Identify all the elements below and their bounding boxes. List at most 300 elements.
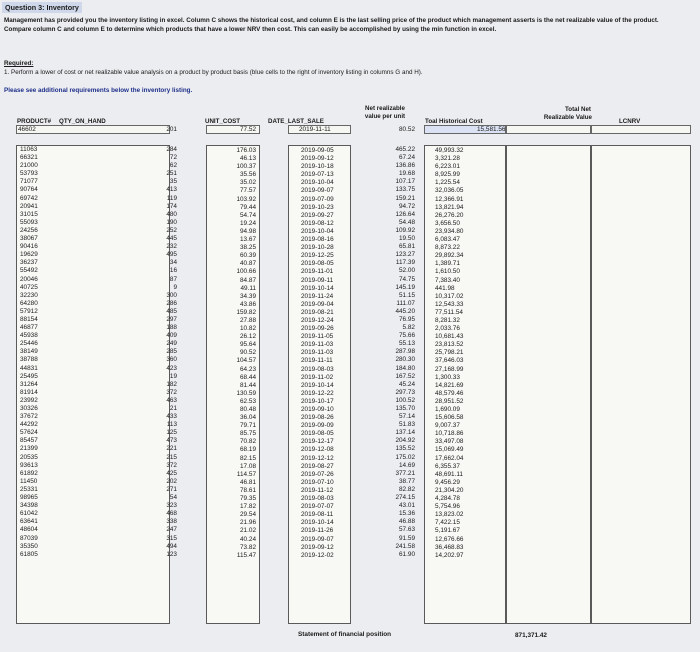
hist-cost-cell: 9,007.37 <box>435 422 460 430</box>
unit-cost-cell: 81.44 <box>240 381 256 389</box>
product-cell: 24256 <box>20 226 38 234</box>
unit-cost-cell: 104.57 <box>236 357 256 365</box>
date-cell: 2019-10-04 <box>301 179 334 187</box>
hist-cost-cell: 36,468.83 <box>435 543 464 551</box>
date-cell: 2019-10-18 <box>301 163 334 171</box>
qty-cell: 494 <box>166 542 177 550</box>
unit-cost-cell: 27.88 <box>240 316 256 324</box>
date-cell: 2019-09-12 <box>301 155 334 163</box>
qty-cell: 35 <box>169 178 177 186</box>
date-cell: 2019-09-04 <box>301 300 334 308</box>
product-cell: 61042 <box>20 510 38 518</box>
hist-cost-cell: 32,036.05 <box>435 187 464 195</box>
hist-cost-cell: 14,202.97 <box>435 551 464 559</box>
hist-cost-cell: 25,798.21 <box>435 349 464 357</box>
hist-cost-cell: 17,662.04 <box>435 454 464 462</box>
nrv-cell: 94.72 <box>399 202 415 210</box>
qty-cell: 485 <box>166 307 177 315</box>
question-title: Question 3: Inventory <box>2 2 82 13</box>
nrv-cell: 111.07 <box>396 299 415 307</box>
historical-cost-column <box>424 145 506 624</box>
product-cell: 61892 <box>20 469 38 477</box>
nrv-cell: 74.75 <box>399 275 415 283</box>
product-cell: 32230 <box>20 291 38 299</box>
total-nrv-column[interactable] <box>506 145 591 624</box>
sample-product: 46602 <box>16 125 170 134</box>
date-cell: 2019-12-08 <box>301 446 334 454</box>
product-cell: 34398 <box>20 502 38 510</box>
hist-cost-cell: 10,681.43 <box>435 333 464 341</box>
hist-cost-cell: 10,718.86 <box>435 430 464 438</box>
hist-cost-cell: 13,823.02 <box>435 511 464 519</box>
nrv-cell: 55.13 <box>399 340 415 348</box>
unit-cost-cell: 43.86 <box>240 300 256 308</box>
qty-cell: 113 <box>166 421 177 429</box>
nrv-cell: 126.64 <box>395 210 415 218</box>
required-text: 1. Perform a lower of cost or net realizable value analysis on a product by product basis (blue cells to the right of inventory listing in columns G and H). <box>4 69 423 76</box>
unit-cost-cell: 17.08 <box>240 462 256 470</box>
header-product: PRODUCT# <box>17 118 52 125</box>
date-cell: 2019-09-07 <box>301 187 334 195</box>
qty-cell: 190 <box>166 218 177 226</box>
hist-cost-cell: 5,191.67 <box>435 527 460 535</box>
nrv-cell: 45.24 <box>399 380 415 388</box>
product-cell: 11063 <box>20 146 38 153</box>
product-cell: 63641 <box>20 518 38 526</box>
unit-cost-cell: 70.82 <box>240 438 256 446</box>
nrv-cell: 46.88 <box>399 518 415 526</box>
product-cell: 85457 <box>20 437 38 445</box>
unit-cost-cell: 21.02 <box>240 527 256 535</box>
qty-cell: 286 <box>166 299 177 307</box>
qty-cell: 473 <box>166 437 177 445</box>
nrv-cell: 136.86 <box>395 162 415 170</box>
nrv-column <box>350 145 415 559</box>
date-cell: 2019-12-17 <box>301 438 334 446</box>
qty-cell: 315 <box>166 534 177 542</box>
nrv-cell: 51.15 <box>399 291 415 299</box>
product-cell: 71077 <box>20 178 38 186</box>
date-cell: 2019-08-26 <box>301 414 334 422</box>
unit-cost-cell: 26.12 <box>240 333 256 341</box>
product-cell: 40725 <box>20 283 38 291</box>
date-cell: 2019-09-10 <box>301 406 334 413</box>
unit-cost-cell: 19.24 <box>240 219 256 227</box>
nrv-cell: 15.36 <box>399 510 415 518</box>
hist-cost-cell: 1,225.54 <box>435 179 460 187</box>
qty-cell: 87 <box>169 275 177 283</box>
nrv-cell: 51.83 <box>399 421 415 429</box>
date-cell: 2019-08-27 <box>301 462 334 470</box>
unit-cost-cell: 82.15 <box>240 454 256 462</box>
hist-cost-cell: 29,892.34 <box>435 252 464 260</box>
sample-unit-cost: 77.52 <box>206 125 260 134</box>
hist-cost-cell: 77,511.54 <box>435 308 463 316</box>
qty-cell: 188 <box>166 324 177 332</box>
nrv-cell: 204.92 <box>395 437 415 445</box>
hist-cost-cell: 1,389.71 <box>435 260 460 268</box>
date-cell: 2019-12-24 <box>301 316 334 324</box>
qty-cell: 284 <box>166 146 177 153</box>
unit-cost-cell: 73.82 <box>240 543 256 551</box>
date-cell: 2019-12-22 <box>301 389 334 397</box>
nrv-cell: 100.52 <box>395 396 415 404</box>
unit-cost-column <box>206 145 260 624</box>
date-cell: 2019-08-11 <box>301 511 334 519</box>
hist-cost-cell: 12,366.91 <box>435 195 464 203</box>
nrv-cell: 135.52 <box>395 445 415 453</box>
qty-cell: 413 <box>166 186 177 194</box>
lcnrv-column[interactable] <box>591 145 691 624</box>
hist-cost-cell: 3,321.28 <box>435 155 460 163</box>
nrv-cell: 91.59 <box>399 534 415 542</box>
date-cell: 2019-10-14 <box>301 284 334 292</box>
nrv-cell: 109.92 <box>395 226 415 234</box>
nrv-cell: 75.66 <box>399 332 415 340</box>
date-cell: 2019-12-25 <box>301 252 334 260</box>
unit-cost-cell: 38.25 <box>240 244 256 252</box>
date-cell: 2019-10-14 <box>301 519 334 527</box>
sample-lcnrv[interactable] <box>591 125 691 134</box>
unit-cost-cell: 79.35 <box>240 495 256 503</box>
date-cell: 2019-07-13 <box>301 171 334 179</box>
qty-cell: 360 <box>166 356 177 364</box>
date-cell: 2019-11-12 <box>301 486 334 494</box>
product-cell: 25446 <box>20 340 38 348</box>
date-cell: 2019-11-26 <box>301 527 334 535</box>
nrv-cell: 377.21 <box>395 469 415 477</box>
hist-cost-cell: 12,676.66 <box>435 535 464 543</box>
unit-cost-cell: 84.87 <box>240 276 256 284</box>
product-cell: 55492 <box>20 267 38 275</box>
product-cell: 61805 <box>20 550 38 558</box>
nrv-cell: 19.50 <box>399 235 415 243</box>
product-cell: 45938 <box>20 332 38 340</box>
product-cell: 25331 <box>20 485 38 493</box>
unit-cost-cell: 54.74 <box>240 211 256 219</box>
unit-cost-cell: 114.57 <box>236 470 256 478</box>
unit-cost-cell: 115.47 <box>236 551 256 559</box>
qty-cell: 72 <box>169 154 177 162</box>
nrv-cell: 159.21 <box>395 194 415 202</box>
product-cell: 55093 <box>20 218 38 226</box>
qty-cell: 19 <box>169 372 177 380</box>
product-cell: 19629 <box>20 251 38 259</box>
date-cell: 2019-11-01 <box>301 268 334 276</box>
date-cell: 2019-08-03 <box>301 365 334 373</box>
qty-cell: 423 <box>166 364 177 372</box>
header-lcnrv: LCNRV <box>619 118 641 125</box>
qty-cell: 433 <box>166 413 177 421</box>
date-cell: 2019-09-07 <box>301 535 334 543</box>
qty-cell: 202 <box>166 477 177 485</box>
nrv-cell: 67.24 <box>399 154 415 162</box>
qty-cell: 16 <box>169 267 177 275</box>
date-cell: 2019-08-16 <box>301 236 334 244</box>
nrv-cell: 184.80 <box>395 364 415 372</box>
qty-cell: 123 <box>166 550 177 558</box>
date-cell: 2019-12-12 <box>301 454 334 462</box>
qty-cell: 251 <box>166 170 177 178</box>
product-cell: 90764 <box>20 186 38 194</box>
sample-nrv: 80.52 <box>399 126 415 133</box>
nrv-cell: 82.82 <box>399 485 415 493</box>
product-cell: 21399 <box>20 445 38 453</box>
product-cell: 37672 <box>20 413 38 421</box>
product-cell: 81914 <box>20 388 38 396</box>
nrv-cell: 137.14 <box>395 429 415 437</box>
nrv-cell: 38.77 <box>399 477 415 485</box>
product-cell: 30326 <box>20 405 38 412</box>
qty-cell: 338 <box>166 518 177 526</box>
unit-cost-cell: 95.64 <box>240 341 256 349</box>
product-cell: 20535 <box>20 453 38 461</box>
date-cell: 2019-10-04 <box>301 227 334 235</box>
qty-cell: 247 <box>166 526 177 534</box>
qty-cell: 445 <box>166 235 177 243</box>
hist-cost-cell: 10,317.02 <box>435 292 464 300</box>
unit-cost-cell: 79.44 <box>240 203 256 211</box>
additional-requirements-note: Please see additional requirements below the inventory listing. <box>4 87 193 94</box>
qty-cell: 119 <box>166 194 177 202</box>
hist-cost-cell: 48,579.46 <box>435 389 464 397</box>
date-cell: 2019-12-02 <box>301 551 334 559</box>
header-nrv-line2: value per unit <box>364 113 406 120</box>
product-cell: 38149 <box>20 348 38 356</box>
qty-cell: 252 <box>166 226 177 234</box>
hist-cost-cell: 3,656.50 <box>435 219 460 227</box>
qty-cell: 215 <box>166 453 177 461</box>
nrv-cell: 14.69 <box>399 461 415 469</box>
date-cell: 2019-10-23 <box>301 203 334 211</box>
unit-cost-cell: 100.37 <box>236 163 256 171</box>
qty-cell: 34 <box>169 259 177 267</box>
qty-cell: 425 <box>166 469 177 477</box>
nrv-cell: 133.75 <box>395 186 415 194</box>
qty-cell: 300 <box>166 291 177 299</box>
nrv-cell: 123.27 <box>395 251 415 259</box>
product-cell: 90416 <box>20 243 38 251</box>
hist-cost-cell: 28,951.52 <box>435 397 464 405</box>
unit-cost-cell: 130.59 <box>236 389 256 397</box>
qty-cell: 174 <box>166 202 177 210</box>
unit-cost-cell: 60.39 <box>240 252 256 260</box>
hist-cost-cell: 8,925.99 <box>435 171 460 179</box>
product-cell: 23992 <box>20 396 38 404</box>
product-cell: 31264 <box>20 380 38 388</box>
qty-cell: 409 <box>166 332 177 340</box>
unit-cost-cell: 62.53 <box>240 397 256 405</box>
nrv-cell: 43.01 <box>399 502 415 510</box>
date-cell: 2019-11-02 <box>301 373 334 381</box>
hist-cost-cell: 8,873.22 <box>435 244 460 252</box>
qty-cell: 372 <box>166 388 177 396</box>
hist-cost-cell: 9,456.29 <box>435 478 460 486</box>
sample-total-nrv[interactable] <box>506 125 591 134</box>
hist-cost-cell: 13,821.94 <box>435 203 464 211</box>
hist-cost-cell: 23,934.80 <box>435 227 464 235</box>
date-cell: 2019-07-26 <box>301 470 334 478</box>
statement-label: Statement of financial position <box>298 631 392 638</box>
hist-cost-cell: 14,821.69 <box>435 381 464 389</box>
nrv-cell: 117.39 <box>395 259 415 267</box>
header-nrv-line1: Net realizable <box>365 105 405 112</box>
unit-cost-cell: 10.82 <box>240 325 256 333</box>
date-cell: 2019-11-03 <box>301 349 334 357</box>
qty-cell: 221 <box>166 445 177 453</box>
hist-cost-cell: 48,691.11 <box>435 470 463 478</box>
product-cell: 44292 <box>20 421 38 429</box>
product-cell: 57624 <box>20 429 38 437</box>
product-cell: 35350 <box>20 542 38 550</box>
hist-cost-cell: 33,497.08 <box>435 438 464 446</box>
nrv-cell: 274.15 <box>395 494 415 502</box>
product-cell: 93613 <box>20 461 38 469</box>
nrv-cell: 297.73 <box>395 388 415 396</box>
hist-cost-cell: 441.98 <box>435 284 455 292</box>
date-cell: 2019-09-09 <box>301 422 334 430</box>
sample-hist-cost: 15,581.56 <box>424 125 506 134</box>
date-cell: 2019-09-05 <box>301 147 334 154</box>
nrv-cell: 52.00 <box>399 267 415 275</box>
product-cell: 38788 <box>20 356 38 364</box>
product-cell: 46877 <box>20 324 38 332</box>
unit-cost-cell: 103.92 <box>236 195 256 203</box>
unit-cost-cell: 46.13 <box>240 155 256 163</box>
qty-cell: 480 <box>166 210 177 218</box>
date-cell: 2019-09-12 <box>301 543 334 551</box>
hist-cost-cell: 15,069.49 <box>435 446 464 454</box>
qty-cell: 297 <box>166 315 177 323</box>
unit-cost-cell: 29.54 <box>240 511 256 519</box>
intro-text: Management has provided you the inventory listing in excel. Column C shows the historical cost, and column E is the last selling price of the product which management asserts is the net realizable value of the product. Compare column C and column E to determine which products that have a lower NRV then cost. This can easily be accomplished by using the min function in excel. <box>4 17 659 33</box>
product-cell: 11450 <box>20 477 38 485</box>
hist-cost-cell: 37,646.03 <box>435 357 464 365</box>
date-cell: 2019-08-21 <box>301 308 334 316</box>
hist-cost-cell: 15,606.58 <box>435 414 464 422</box>
product-cell: 48604 <box>20 526 38 534</box>
qty-cell: 323 <box>166 502 177 510</box>
header-total-historical-cost: Toal Historical Cost <box>425 118 483 125</box>
product-cell: 38067 <box>20 235 38 243</box>
product-cell: 69742 <box>20 194 38 202</box>
hist-cost-cell: 21,304.20 <box>435 486 464 494</box>
date-cell: 2019-11-11 <box>301 357 333 365</box>
qty-cell: 54 <box>169 494 177 502</box>
nrv-cell: 19.68 <box>399 170 415 178</box>
required-label: Required: <box>4 60 34 67</box>
unit-cost-cell: 34.39 <box>240 292 256 300</box>
unit-cost-cell: 21.96 <box>240 519 256 527</box>
qty-column <box>125 145 177 559</box>
header-total-net-line2: Realizable Value <box>543 114 592 121</box>
nrv-cell: 287.98 <box>395 348 415 356</box>
hist-cost-cell: 6,083.47 <box>435 236 460 244</box>
product-cell: 20046 <box>20 275 38 283</box>
hist-cost-cell: 4,284.78 <box>435 495 460 503</box>
qty-cell: 21 <box>169 405 177 412</box>
unit-cost-cell: 35.02 <box>240 179 256 187</box>
qty-cell: 372 <box>166 461 177 469</box>
hist-cost-cell: 6,355.37 <box>435 462 460 470</box>
header-qty: QTY_ON_HAND <box>59 118 106 125</box>
qty-cell: 271 <box>166 485 177 493</box>
date-cell: 2019-08-05 <box>301 430 334 438</box>
hist-cost-cell: 7,422.15 <box>435 519 460 527</box>
nrv-cell: 107.17 <box>395 178 415 186</box>
unit-cost-cell: 85.75 <box>240 430 256 438</box>
hist-cost-cell: 23,813.52 <box>435 341 464 349</box>
nrv-cell: 76.95 <box>399 315 415 323</box>
unit-cost-cell: 79.71 <box>240 422 256 430</box>
hist-cost-cell: 1,690.09 <box>435 406 460 413</box>
unit-cost-cell: 49.11 <box>240 284 256 292</box>
nrv-cell: 175.02 <box>395 453 415 461</box>
date-column <box>288 145 351 624</box>
header-date-last-sale: DATE_LAST_SALE <box>268 118 324 125</box>
product-cell: 20941 <box>20 202 38 210</box>
nrv-cell: 167.52 <box>395 372 415 380</box>
unit-cost-cell: 46.81 <box>240 478 256 486</box>
nrv-cell: 465.22 <box>395 146 415 153</box>
qty-cell: 232 <box>166 243 177 251</box>
hist-cost-cell: 8,281.32 <box>435 316 460 324</box>
nrv-cell: 61.90 <box>399 550 415 558</box>
product-cell: 57912 <box>20 307 38 315</box>
hist-cost-cell: 12,543.33 <box>435 300 464 308</box>
product-cell: 88154 <box>20 315 38 323</box>
product-cell: 66321 <box>20 154 38 162</box>
unit-cost-cell: 35.56 <box>240 171 256 179</box>
unit-cost-cell: 17.82 <box>240 503 256 511</box>
hist-cost-cell: 5,754.96 <box>435 503 460 511</box>
date-cell: 2019-10-14 <box>301 381 334 389</box>
date-cell: 2019-08-03 <box>301 495 334 503</box>
date-cell: 2019-10-28 <box>301 244 334 252</box>
unit-cost-cell: 176.03 <box>236 147 256 154</box>
hist-cost-cell: 1,610.50 <box>435 268 460 276</box>
total-historical-cost: 871,371.42 <box>515 632 547 639</box>
unit-cost-cell: 68.44 <box>240 373 256 381</box>
nrv-cell: 54.48 <box>399 218 415 226</box>
qty-cell: 62 <box>169 162 177 170</box>
nrv-cell: 241.58 <box>395 542 415 550</box>
nrv-cell: 65.81 <box>399 243 415 251</box>
nrv-cell: 145.19 <box>395 283 415 291</box>
date-cell: 2019-10-17 <box>301 397 334 405</box>
hist-cost-cell: 2,033.76 <box>435 325 460 333</box>
product-cell: 98965 <box>20 494 38 502</box>
date-cell: 2019-11-24 <box>301 292 334 300</box>
date-cell: 2019-09-26 <box>301 325 334 333</box>
qty-cell: 125 <box>166 429 177 437</box>
product-cell: 53793 <box>20 170 38 178</box>
unit-cost-cell: 77.57 <box>240 187 256 195</box>
hist-cost-cell: 7,383.40 <box>435 276 460 284</box>
unit-cost-cell: 36.04 <box>240 414 256 422</box>
date-cell: 2019-09-11 <box>301 276 334 284</box>
unit-cost-cell: 40.24 <box>240 535 256 543</box>
date-cell: 2019-07-10 <box>301 478 334 486</box>
nrv-cell: 57.63 <box>399 526 415 534</box>
unit-cost-cell: 13.67 <box>240 236 256 244</box>
product-cell: 31015 <box>20 210 38 218</box>
hist-cost-cell: 6,223.01 <box>435 163 460 171</box>
qty-cell: 182 <box>166 380 177 388</box>
header-total-net-line1: Total Net <box>564 106 591 113</box>
product-cell: 25495 <box>20 372 38 380</box>
date-cell: 2019-09-27 <box>301 211 334 219</box>
